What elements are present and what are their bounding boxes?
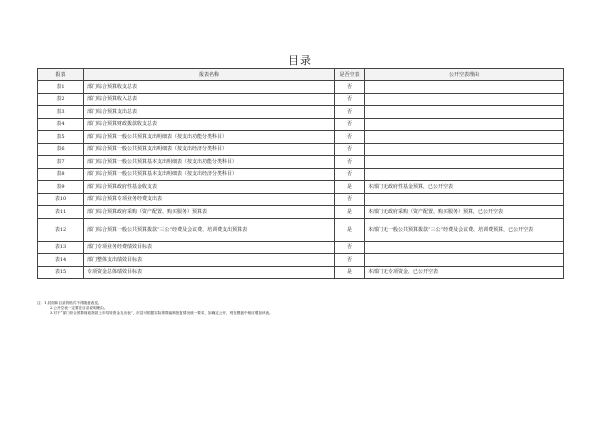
cell-report-name: 部门整体支出绩效目标表 (84, 254, 335, 267)
cell-is-empty: 是 (335, 218, 365, 241)
cell-report-name: 部门综合预算一般公共预算基本支出明细表（按支出经济分类科目） (84, 168, 335, 181)
table-row (38, 143, 564, 156)
cell-empty-reason (365, 131, 564, 144)
header-report-no: 报表 (38, 69, 84, 81)
cell-report-name: 部门综合预算收支总表 (84, 81, 335, 94)
catalog-table (37, 68, 564, 279)
cell-report-no: 表10 (38, 193, 84, 206)
cell-empty-reason: 本部门无政府采购（资产配置、购买服务）预算，已公开空表 (365, 206, 564, 219)
cell-empty-reason (365, 106, 564, 119)
cell-is-empty: 否 (335, 156, 365, 169)
table-row (38, 254, 564, 267)
cell-empty-reason (365, 168, 564, 181)
cell-is-empty: 否 (335, 143, 365, 156)
cell-is-empty: 否 (335, 193, 365, 206)
cell-report-no: 表2 (38, 93, 84, 106)
footnote-2: 2.公开空表一定要在目录说明理由。 (50, 306, 108, 311)
page-title: 目录 (288, 54, 312, 67)
cell-report-no: 表13 (38, 241, 84, 254)
header-report-name: 报表名称 (84, 69, 335, 81)
cell-is-empty: 否 (335, 131, 365, 144)
cell-report-name: 部门综合预算收入总表 (84, 93, 335, 106)
cell-empty-reason (365, 118, 564, 131)
table-row (38, 81, 564, 94)
cell-report-name: 部门综合预算支出总表 (84, 106, 335, 119)
cell-report-no: 表15 (38, 266, 84, 279)
cell-is-empty: 是 (335, 206, 365, 219)
header-is-empty: 是否空表 (335, 69, 365, 81)
cell-empty-reason (365, 81, 564, 94)
cell-report-name: 专项资金总体绩效目标表 (84, 266, 335, 279)
table-row (38, 118, 564, 131)
cell-report-no: 表8 (38, 168, 84, 181)
cell-empty-reason (365, 241, 564, 254)
cell-empty-reason: 本部门无政府性基金预算，已公开空表 (365, 181, 564, 194)
footnote-1: 注：1.封面和目录的格式不得随意改变。 (37, 301, 102, 305)
table-row (38, 266, 564, 279)
table-row (38, 106, 564, 119)
cell-report-no: 表4 (38, 118, 84, 131)
cell-report-name: 部门综合预算财政拨款收支总表 (84, 118, 335, 131)
cell-report-name: 部门综合预算一般公共预算支出明细表（按支出经济分类科目） (84, 143, 335, 156)
cell-empty-reason (365, 143, 564, 156)
cell-report-no: 表6 (38, 143, 84, 156)
cell-empty-reason (365, 93, 564, 106)
table-row (38, 193, 564, 206)
cell-report-name: 部门综合预算政府性基金收支表 (84, 181, 335, 194)
table-row (38, 131, 564, 144)
header-empty-reason: 公开空表理由 (365, 69, 564, 81)
cell-empty-reason (365, 156, 564, 169)
footnotes (37, 301, 563, 317)
cell-report-name: 部门专项业务经费绩效目标表 (84, 241, 335, 254)
cell-empty-reason (365, 254, 564, 267)
cell-is-empty: 否 (335, 106, 365, 119)
table-row (38, 206, 564, 219)
cell-report-no: 表11 (38, 206, 84, 219)
cell-is-empty: 是 (335, 266, 365, 279)
cell-is-empty: 否 (335, 254, 365, 267)
cell-report-name: 部门综合预算一般公共预算支出明细表（按支出功能分类科目） (84, 131, 335, 144)
table-row (38, 93, 564, 106)
cell-empty-reason: 本部门无一般公共预算拨款“三公”经费及会议费、培训费预算，已公开空表 (365, 218, 564, 241)
cell-report-no: 表14 (38, 254, 84, 267)
cell-is-empty: 否 (335, 93, 365, 106)
table-row (38, 181, 564, 194)
cell-report-no: 表1 (38, 81, 84, 94)
cell-empty-reason (365, 193, 564, 206)
cell-report-no: 表3 (38, 106, 84, 119)
cell-is-empty: 是 (335, 181, 365, 194)
cell-is-empty: 否 (335, 81, 365, 94)
cell-report-name: 部门综合预算一般公共预算基本支出明细表（按支出功能分类科目） (84, 156, 335, 169)
table-row (38, 156, 564, 169)
cell-report-no: 表9 (38, 181, 84, 194)
table-row (38, 241, 564, 254)
cell-is-empty: 否 (335, 168, 365, 181)
cell-report-name: 部门综合预算政府采购（资产配置、购买服务）预算表 (84, 206, 335, 219)
cell-report-name: 部门综合预算一般公共预算拨款“三公”经费及会议费、培训费支出预算表 (84, 218, 335, 241)
footnote-3: 3.对于“部门综合预算财政拨款上年结转资金支出表”，市县可根据实际预算编制批复情况统一要求，如确定公开，则在模板中相应增加该表。 (50, 311, 273, 316)
cell-report-no: 表5 (38, 131, 84, 144)
cell-report-no: 表12 (38, 218, 84, 241)
cell-empty-reason: 本部门无专项资金，已公开空表 (365, 266, 564, 279)
table-row (38, 168, 564, 181)
cell-is-empty: 否 (335, 241, 365, 254)
cell-is-empty: 否 (335, 118, 365, 131)
cell-report-name: 部门综合预算专项业务经费支出表 (84, 193, 335, 206)
table-row (38, 218, 564, 241)
table-header-row (38, 69, 564, 81)
cell-report-no: 表7 (38, 156, 84, 169)
